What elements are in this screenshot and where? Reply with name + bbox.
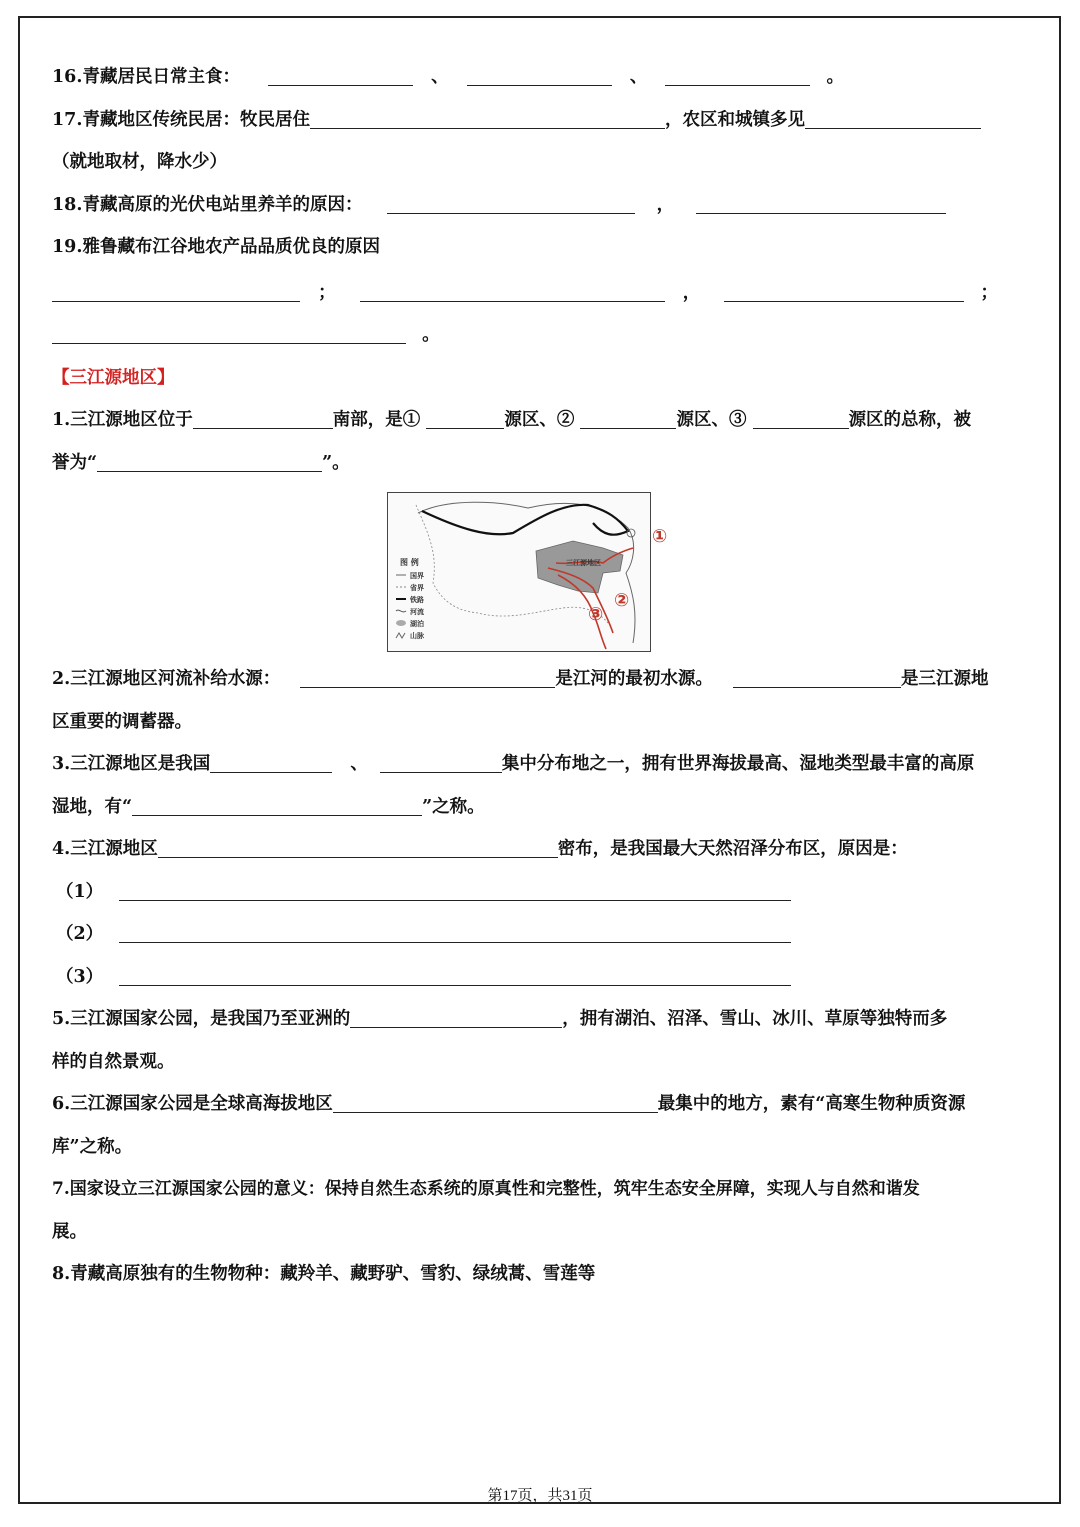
legend bbox=[396, 571, 425, 640]
q17-mid: ，农区和城镇多见 bbox=[664, 109, 805, 130]
s2-text-b: 是江河的最初水源。 bbox=[555, 669, 713, 689]
q16-label: 16.青藏居民日常主食： bbox=[52, 67, 240, 87]
s6-line1 bbox=[52, 1083, 1024, 1126]
s4-reason-2 bbox=[52, 913, 1024, 956]
s4-reason-1 bbox=[52, 871, 1024, 914]
s1-blank-location[interactable] bbox=[193, 406, 333, 429]
s6-blank[interactable] bbox=[333, 1090, 658, 1113]
q17-label: 17.青藏地区传统民居：牧民居住 bbox=[52, 109, 310, 130]
s2-blank-1[interactable] bbox=[300, 665, 555, 688]
s3-line1 bbox=[52, 743, 1024, 786]
s1-text-d: 源区、③ bbox=[676, 410, 747, 430]
marker-2-label: ② bbox=[614, 590, 630, 611]
s2-text-a: 2.三江源地区河流补给水源： bbox=[52, 669, 281, 689]
question-19-blanks-1 bbox=[52, 272, 1024, 315]
s2-line2: 区重要的调蓄器。 bbox=[52, 711, 192, 732]
q19-sep-2: ， bbox=[682, 282, 701, 303]
legend-item-5: 山脉 bbox=[410, 632, 424, 640]
legend-swatch-mountain bbox=[396, 633, 405, 638]
question-16 bbox=[52, 56, 1024, 99]
s5-text-b: ，拥有湖泊、沼泽、雪山、冰川、草原等独特而多 bbox=[562, 1009, 948, 1029]
s2-text-c: 是三江源地 bbox=[900, 669, 989, 689]
s4-text-b: 密布，是我国最大天然沼泽分布区，原因是： bbox=[557, 839, 908, 859]
q18-blank-2[interactable] bbox=[696, 191, 946, 214]
s1-blank-1[interactable] bbox=[426, 406, 504, 429]
q17-blank-2[interactable] bbox=[805, 106, 981, 129]
question-17-line2: （就地取材，降水少） bbox=[52, 152, 227, 172]
s1-text-f: 誉为“ bbox=[52, 452, 98, 473]
railway-line bbox=[422, 505, 628, 535]
q16-sep-2: 、 bbox=[629, 67, 648, 87]
sanjiangyuan-map bbox=[387, 492, 668, 652]
s3-text-e: ”之称。 bbox=[422, 796, 485, 817]
s1-line1 bbox=[52, 399, 1024, 442]
q16-blank-1[interactable] bbox=[268, 63, 413, 86]
s4-line1 bbox=[52, 828, 1024, 871]
s3-text-a: 3.三江源地区是我国 bbox=[52, 754, 211, 774]
s6-line2: 库”之称。 bbox=[52, 1136, 133, 1157]
marker-1-label: ① bbox=[652, 526, 668, 547]
q19-sep-3: ； bbox=[980, 282, 998, 303]
q19-blank-1[interactable] bbox=[52, 279, 300, 302]
q16-end: 。 bbox=[826, 67, 845, 87]
s1-text-b: 南部，是① bbox=[332, 410, 421, 430]
q16-blank-2[interactable] bbox=[467, 63, 612, 86]
legend-item-0: 国界 bbox=[410, 572, 424, 580]
s5-line1 bbox=[52, 998, 1024, 1041]
s4-blank-3[interactable] bbox=[119, 963, 791, 986]
q18-label: 18.青藏高原的光伏电站里养羊的原因： bbox=[52, 194, 363, 215]
s5-blank[interactable] bbox=[350, 1005, 562, 1028]
s2-blank-2[interactable] bbox=[733, 665, 901, 688]
s3-line2 bbox=[52, 786, 1024, 829]
s4-blank-1[interactable] bbox=[119, 878, 791, 901]
s3-blank-3[interactable] bbox=[132, 793, 422, 816]
q18-blank-1[interactable] bbox=[387, 191, 635, 214]
s1-text-a: 1.三江源地区位于 bbox=[52, 410, 193, 430]
question-18 bbox=[52, 184, 1024, 227]
s4-blank-2[interactable] bbox=[119, 920, 791, 943]
legend-swatch-river bbox=[396, 610, 406, 612]
s2-line1 bbox=[52, 658, 1024, 701]
q19-sep-1: ； bbox=[318, 282, 336, 303]
s7-line2: 展。 bbox=[52, 1221, 87, 1242]
map-figure bbox=[388, 493, 650, 651]
s4-text-a: 4.三江源地区 bbox=[52, 839, 158, 859]
question-19-blanks-2 bbox=[52, 314, 1024, 357]
q19-blank-4[interactable] bbox=[52, 321, 406, 344]
s1-text-e: 源区的总称，被 bbox=[848, 410, 972, 430]
s7-line1: 7.国家设立三江源国家公园的意义：保持自然生态系统的原真性和完整性，筑牢生态安全屏障，实现人与自然和谐发 bbox=[52, 1179, 920, 1199]
q19-blank-3[interactable] bbox=[724, 279, 964, 302]
s3-blank-1[interactable] bbox=[210, 750, 332, 773]
s1-blank-3[interactable] bbox=[753, 406, 849, 429]
section-title: 【三江源地区】 bbox=[52, 367, 175, 388]
s4-item-label-2: （2） bbox=[56, 924, 104, 944]
region-label: 三江源地区 bbox=[566, 559, 601, 567]
s1-text-g: ”。 bbox=[322, 452, 350, 473]
s1-line2 bbox=[52, 442, 1024, 485]
s8-line1: 8.青藏高原独有的生物物种：藏羚羊、藏野驴、雪豹、绿绒蒿、雪莲等 bbox=[52, 1264, 596, 1284]
s4-blank-main[interactable] bbox=[158, 835, 558, 858]
legend-item-2: 铁路 bbox=[410, 596, 424, 604]
question-19: 19.雅鲁藏布江谷地农产品品质优良的原因 bbox=[52, 237, 380, 257]
s3-text-c: 集中分布地之一，拥有世界海拔最高、湿地类型最丰富的高原 bbox=[501, 754, 975, 774]
s6-text-a: 6.三江源国家公园是全球高海拔地区 bbox=[52, 1094, 333, 1114]
s4-item-label-3: （3） bbox=[56, 966, 104, 987]
legend-item-4: 湖泊 bbox=[410, 620, 424, 628]
question-17 bbox=[52, 99, 1024, 142]
s3-text-d: 湿地，有“ bbox=[52, 796, 133, 817]
page-footer: 第17页，共31页 bbox=[487, 1488, 593, 1504]
q17-blank-1[interactable] bbox=[310, 106, 665, 129]
worksheet-content bbox=[52, 56, 1024, 1296]
s4-reason-3 bbox=[52, 956, 1024, 999]
legend-item-3: 河流 bbox=[410, 608, 424, 616]
sanjiangyuan-region bbox=[536, 541, 623, 593]
s1-blank-title[interactable] bbox=[97, 449, 322, 472]
marker-3-label: ③ bbox=[588, 604, 604, 625]
s1-blank-2[interactable] bbox=[580, 406, 676, 429]
q18-sep: ， bbox=[656, 194, 675, 215]
s6-text-b: 最集中的地方，素有“高寒生物种质资源 bbox=[657, 1094, 966, 1114]
q16-sep-1: 、 bbox=[431, 67, 449, 87]
s5-text-a: 5.三江源国家公园，是我国乃至亚洲的 bbox=[52, 1009, 351, 1029]
q19-end: 。 bbox=[422, 325, 440, 345]
q19-blank-2[interactable] bbox=[360, 279, 665, 302]
legend-item-1: 省界 bbox=[410, 584, 424, 592]
q16-blank-3[interactable] bbox=[665, 63, 810, 86]
s3-blank-2[interactable] bbox=[380, 750, 502, 773]
s3-sep: 、 bbox=[350, 754, 368, 774]
s5-line2: 样的自然景观。 bbox=[52, 1051, 175, 1072]
legend-swatch-lake bbox=[396, 620, 406, 626]
s1-text-c: 源区、② bbox=[504, 410, 575, 430]
legend-title: 图 例 bbox=[400, 558, 419, 567]
s4-item-label-1: （1） bbox=[56, 881, 104, 902]
